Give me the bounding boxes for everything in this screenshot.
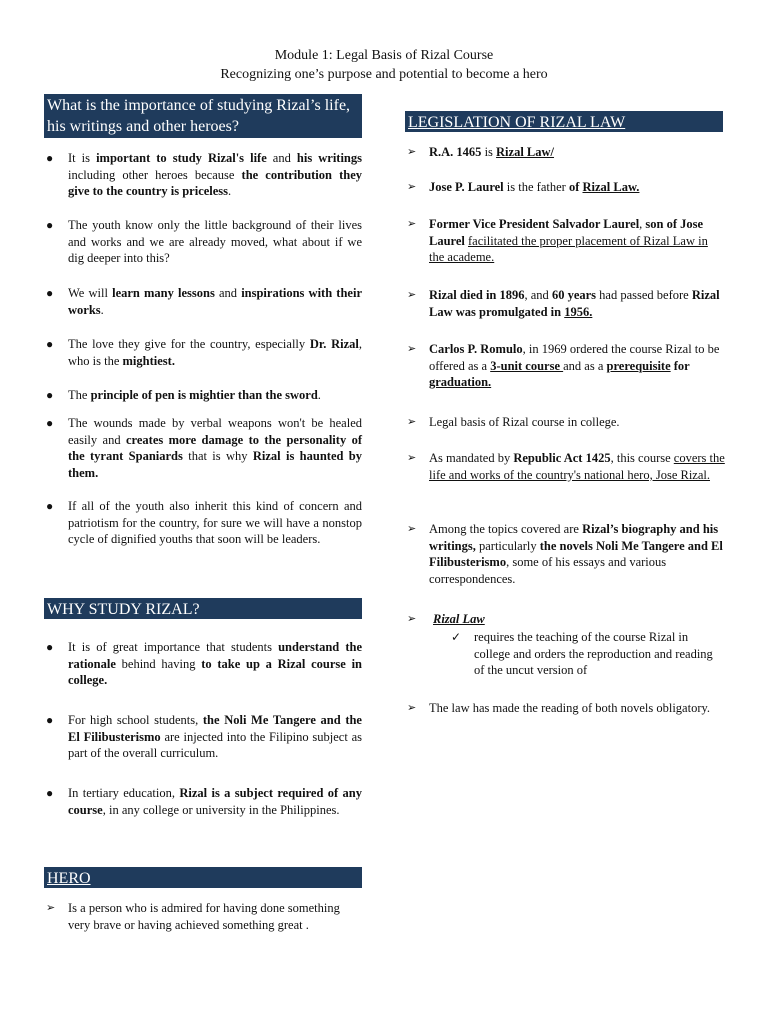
text-run: and	[214, 286, 242, 300]
arrow-bullet-icon: ➢	[407, 181, 417, 193]
text-run: Rizal is a subject required of any course	[68, 786, 363, 817]
text-run: If all of the youth also inherit this kind of concern and patriotism for the country, for sure we will have a nonstop cycle of dignified youths that soon will be leaders.	[68, 499, 362, 547]
section-header-importance: What is the importance of studying Rizal’s life, his writings and other heroes?	[44, 94, 362, 138]
text-run: .	[100, 302, 104, 317]
list-item	[405, 414, 725, 431]
list-item-text	[429, 450, 725, 483]
list-item-text	[429, 521, 725, 588]
text-run: important to study Rizal's life	[96, 151, 267, 165]
text-run: Rizal is haunted by them.	[68, 449, 362, 481]
text-run: , this course	[610, 451, 674, 465]
document-title	[0, 46, 768, 84]
arrow-bullet-icon: ➢	[407, 523, 417, 535]
text-run: Former Vice President Salvador Laurel	[429, 217, 640, 231]
list-item	[44, 336, 362, 369]
text-run: As mandated by	[429, 451, 514, 465]
list-item	[405, 521, 725, 588]
title-line-2: Recognizing one’s purpose and potential to become a hero	[220, 67, 548, 82]
text-run: his writings	[296, 151, 362, 165]
text-run: is	[481, 145, 497, 159]
list-item-text	[68, 336, 362, 369]
text-run: graduation.	[429, 375, 492, 390]
list-item-text	[429, 287, 725, 320]
text-run: ,	[639, 217, 646, 231]
text-run: , and	[524, 288, 552, 302]
bullet-dot-icon: ●	[46, 416, 54, 430]
text-run: prerequisite	[606, 358, 671, 373]
text-run: We will	[68, 286, 113, 300]
list-item-text	[68, 785, 362, 818]
text-run: The youth know only the little background of their lives and works and we are already moved, what about if we dig deeper into this?	[68, 218, 362, 266]
text-run: the novels Noli Me Tangere and El Filibusterismo	[429, 538, 723, 570]
list-item-text	[68, 217, 362, 267]
text-run: Is a person who is admired for having done something very brave or having achieved something great .	[68, 901, 340, 932]
section-header-why-study: WHY STUDY RIZAL?	[44, 598, 362, 619]
text-run: Dr. Rizal	[309, 337, 359, 351]
list-item	[405, 216, 725, 266]
list-item-text	[68, 387, 362, 404]
list-item-text	[429, 216, 725, 266]
sub-item-text: requires the teaching of the course Rizal in college and orders the reproduction and reading of the uncut version of	[474, 630, 713, 678]
text-run: Rizal Law.	[582, 180, 640, 194]
text-run: It is	[68, 151, 97, 165]
list-item-text	[429, 341, 725, 391]
bullet-dot-icon: ●	[46, 640, 54, 654]
text-run: It is of great importance that students	[68, 640, 279, 654]
text-run: Among the topics covered are	[429, 522, 583, 536]
text-run: including other heroes because	[68, 167, 242, 182]
list-item	[44, 150, 362, 200]
list-item	[405, 700, 725, 717]
list-item	[44, 639, 362, 689]
list-item-text	[68, 150, 362, 200]
list-item	[405, 611, 725, 628]
list-item	[44, 712, 362, 762]
arrow-bullet-icon: ➢	[407, 452, 417, 464]
text-run: covers the life and works of the country's national hero, Jose Rizal.	[429, 451, 725, 482]
list-item-text	[429, 414, 725, 431]
section-header-legislation: LEGISLATION OF RIZAL LAW	[405, 111, 723, 132]
section-header-hero: HERO	[44, 867, 362, 888]
list-item-text	[68, 639, 362, 689]
arrow-bullet-icon: ➢	[407, 343, 417, 355]
list-item	[405, 450, 725, 483]
list-item	[44, 415, 362, 482]
text-run: of	[568, 180, 583, 194]
text-run: Rizal died in 1896	[429, 288, 525, 302]
list-item-text	[68, 712, 362, 762]
text-run: understand the rationale	[68, 640, 363, 671]
list-item-text	[68, 415, 362, 482]
bullet-dot-icon: ●	[46, 286, 54, 300]
arrow-bullet-icon: ➢	[407, 146, 417, 158]
list-item	[405, 144, 725, 161]
list-item	[44, 498, 362, 548]
text-run: 1956.	[564, 304, 593, 319]
text-run: mightiest.	[122, 353, 175, 368]
text-run: the contribution they give to the country is priceless	[68, 167, 362, 199]
text-run: son of Jose Laurel	[429, 217, 704, 248]
text-run: Rizal’s biography and his writings,	[429, 522, 719, 553]
text-run: For high school students,	[68, 713, 203, 727]
text-run: and as a	[563, 358, 607, 373]
text-run: The law has made the reading of both novels obligatory.	[429, 701, 711, 715]
bullet-dot-icon: ●	[46, 786, 54, 800]
list-item	[44, 217, 362, 267]
text-run: , in 1969 ordered the course Rizal to be offered as a	[429, 342, 720, 373]
text-run: Rizal Law/	[496, 145, 555, 159]
text-run: for	[670, 358, 690, 373]
bullet-dot-icon: ●	[46, 388, 54, 402]
arrow-bullet-icon: ➢	[407, 702, 417, 714]
text-run: The	[68, 388, 91, 402]
text-run: creates more damage to the personality of the tyrant Spaniards	[68, 432, 362, 464]
text-run: , in any college or university in the Philippines.	[102, 802, 340, 817]
bullet-dot-icon: ●	[46, 499, 54, 513]
text-run: The love they give for the country, especially	[68, 337, 310, 351]
list-item-text	[68, 285, 362, 318]
list-item-text	[429, 700, 725, 717]
list-item-text	[429, 179, 725, 196]
arrow-bullet-icon: ➢	[46, 902, 56, 914]
bullet-dot-icon: ●	[46, 151, 54, 165]
list-item	[44, 900, 362, 933]
bullet-dot-icon: ●	[46, 713, 54, 727]
text-run: facilitated the proper placement of Rizal Law in the academe.	[429, 233, 708, 265]
list-item-text	[433, 611, 725, 628]
arrow-bullet-icon: ➢	[407, 613, 417, 625]
text-run: and	[266, 151, 297, 165]
list-item	[44, 387, 362, 404]
list-item	[405, 341, 725, 391]
list-item-text	[68, 900, 362, 933]
text-run: , who is the	[68, 337, 362, 368]
arrow-bullet-icon: ➢	[407, 218, 417, 230]
text-run: The wounds made by verbal weapons won't be healed easily and	[68, 416, 362, 447]
text-run: inspirations with their works	[68, 286, 362, 317]
text-run: are injected into the Filipino subject as part of the overall curriculum.	[68, 729, 362, 761]
list-item-text	[429, 144, 725, 161]
text-run: is the father	[503, 180, 569, 194]
arrow-bullet-icon: ➢	[407, 416, 417, 428]
text-run: .	[228, 184, 232, 199]
list-item	[44, 285, 362, 318]
list-item	[405, 179, 725, 196]
arrow-bullet-icon: ➢	[407, 289, 417, 301]
text-run: particularly	[475, 538, 540, 553]
text-run: , some of his essays and various correspondences.	[429, 555, 667, 587]
list-item	[44, 785, 362, 818]
sub-list-item	[405, 629, 725, 679]
title-line-1: Module 1: Legal Basis of Rizal Course	[274, 48, 494, 63]
text-run: Rizal Law was promulgated in	[429, 288, 720, 319]
check-icon: ✓	[451, 630, 462, 644]
text-run: Republic Act 1425	[513, 451, 611, 465]
text-run: behind having	[115, 656, 202, 671]
text-run: Rizal Law	[433, 612, 485, 626]
text-run: .	[317, 388, 321, 402]
text-run: learn many lessons	[112, 286, 215, 300]
text-run: that is why	[182, 449, 253, 464]
list-item-text	[68, 498, 362, 548]
text-run: 60 years	[551, 288, 597, 302]
text-run: R.A. 1465	[429, 145, 482, 159]
list-item	[405, 287, 725, 320]
text-run: Jose P. Laurel	[429, 180, 504, 194]
text-run: the Noli Me Tangere and the El Filibusterismo	[68, 713, 362, 744]
text-run: Legal basis of Rizal course in college.	[429, 415, 620, 429]
text-run: Carlos P. Romulo	[429, 342, 523, 356]
text-run: had passed before	[596, 288, 692, 302]
text-run: principle of pen is mightier than the sword	[90, 388, 318, 402]
text-run: to take up a Rizal course in college.	[68, 656, 363, 688]
text-run: In tertiary education,	[68, 786, 180, 800]
bullet-dot-icon: ●	[46, 218, 54, 232]
bullet-dot-icon: ●	[46, 337, 54, 351]
text-run: 3-unit course	[490, 358, 564, 373]
